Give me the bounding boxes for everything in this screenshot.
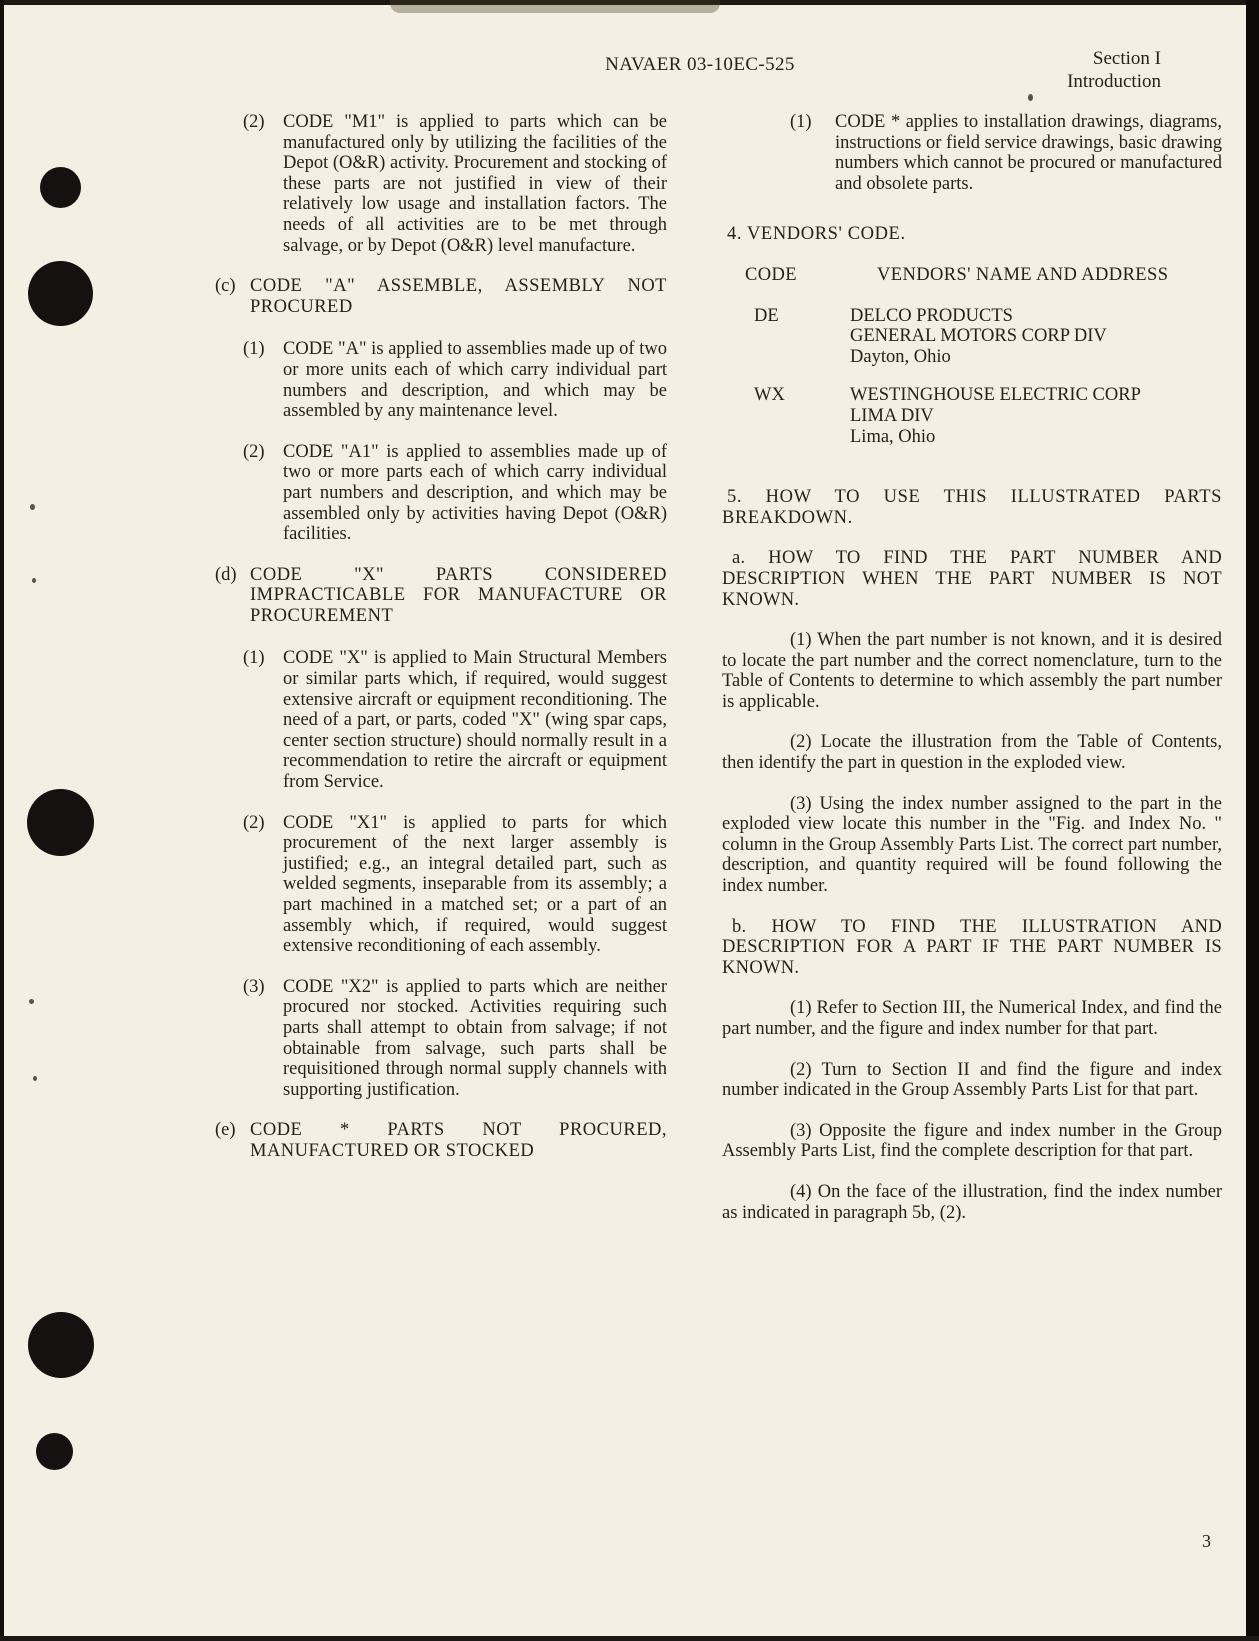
vendor-name-line: WESTINGHOUSE ELECTRIC CORP <box>850 385 1141 406</box>
vendor-name-line: GENERAL MOTORS CORP DIV <box>850 326 1107 347</box>
heading-marker: (c) <box>215 276 236 297</box>
section-subtitle: Introduction <box>1067 71 1161 92</box>
scan-speck <box>32 578 36 583</box>
paragraph-b1: (1) Refer to Section III, the Numerical Index, and find the part number, and the figure and index number for that part. <box>722 998 1222 1039</box>
paragraph-star <box>790 112 1222 194</box>
paragraph-m1 <box>243 112 667 256</box>
heading-text: CODE * PARTS NOT PROCURED, MANUFACTURED OR STOCKED <box>250 1120 667 1161</box>
heading-marker: (e) <box>215 1120 236 1141</box>
paragraph-b2: (2) Turn to Section II and find the figure and index number indicated in the Group Assembly Parts List for that part. <box>722 1059 1222 1101</box>
paragraph-text: CODE * applies to installation drawings, diagrams, instructions or field service drawings, basic drawing numbers which cannot be procured or manufactured and obsolete parts. <box>835 112 1222 194</box>
paragraph-a2: (2) Locate the illustration from the Table of Contents, then identify the part in question in the exploded view. <box>722 732 1222 774</box>
vendor-code: WX <box>754 385 785 406</box>
scan-smudge <box>390 0 720 13</box>
vendor-code: DE <box>754 305 779 326</box>
paragraph-a3: (3) Using the index number assigned to the part in the exploded view locate this number in the "Fig. and Index No. " column in the Group Assembly Parts List. The correct part number, description, and quantity required will be found following the index number. <box>722 793 1222 897</box>
vendors-table-header <box>722 265 1222 286</box>
heading-d <box>215 565 667 627</box>
section-label: Section I <box>1092 48 1161 69</box>
heading-text: CODE "A" ASSEMBLE, ASSEMBLY NOT PROCURED <box>250 276 667 317</box>
paragraph-marker: (3) <box>243 976 265 997</box>
paragraph-d1 <box>243 648 667 792</box>
heading-how-to-use: 5. HOW TO USE THIS ILLUSTRATED PARTS BREAKDOWN. <box>722 487 1222 528</box>
vendor-row <box>722 306 1222 368</box>
paragraph-b3: (3) Opposite the figure and index number in the Group Assembly Parts List, find the complete description for that part. <box>722 1120 1222 1162</box>
paragraph-b4: (4) On the face of the illustration, find the index number as indicated in paragraph 5b, (2). <box>722 1181 1222 1223</box>
vendors-table <box>722 265 1222 447</box>
paragraph-text: CODE "A" is applied to assemblies made up of two or more units each of which carry individual part numbers and description, and which may be assembled by any maintenance level. <box>283 339 667 422</box>
paragraph-marker: (2) <box>243 812 265 833</box>
vendors-name-column-header: VENDORS' NAME AND ADDRESS <box>877 264 1169 285</box>
punch-hole-mark <box>40 167 81 208</box>
scan-speck <box>33 1076 37 1081</box>
document-number: NAVAER 03-10EC-525 <box>605 54 795 75</box>
vendor-name-line: DELCO PRODUCTS <box>850 305 1013 326</box>
heading-marker: (d) <box>215 564 237 585</box>
vendor-name-line: Dayton, Ohio <box>850 346 951 367</box>
section-header <box>931 47 1161 93</box>
paragraph-c1 <box>243 339 667 421</box>
heading-e <box>215 1120 667 1161</box>
vendor-row <box>722 385 1222 447</box>
paragraph-text: CODE "M1" is applied to parts which can be manufactured only by utilizing the facilities of the Depot (O&R) activity. Procurement and stocking of these parts are not justified in view of their relatively low usage and installation factors. The needs of all activities are to be met through salvage, or by Depot (O&R) level manufacture. <box>283 112 667 256</box>
scan-speck <box>29 999 34 1004</box>
page-number: 3 <box>1202 1531 1211 1551</box>
vendors-code-column-header: CODE <box>745 264 797 285</box>
punch-hole-mark <box>27 789 94 856</box>
punch-hole-mark <box>28 1312 94 1378</box>
scan-edge-right <box>1246 0 1259 1641</box>
paragraph-a1: (1) When the part number is not known, and it is desired to locate the part number and the correct nomenclature, turn to the Table of Contents to determine to which assembly the part number is applicable. <box>722 630 1222 712</box>
heading-5a: a. HOW TO FIND THE PART NUMBER AND DESCRIPTION WHEN THE PART NUMBER IS NOT KNOWN. <box>722 548 1222 610</box>
left-column <box>215 112 667 1182</box>
heading-c <box>215 276 667 317</box>
scan-speck <box>1028 94 1033 101</box>
scan-edge-left <box>0 0 4 1641</box>
paragraph-marker: (2) <box>243 441 265 462</box>
vendor-name-line: Lima, Ohio <box>850 426 936 447</box>
paragraph-marker: (1) <box>243 648 265 669</box>
right-column <box>722 112 1222 1243</box>
paragraph-marker: (1) <box>790 112 812 132</box>
heading-5b: b. HOW TO FIND THE ILLUSTRATION AND DESCRIPTION FOR A PART IF THE PART NUMBER IS KNOWN. <box>722 916 1222 978</box>
heading-vendors-code: 4. VENDORS' CODE. <box>727 224 906 245</box>
scan-edge-bottom <box>0 1636 1259 1641</box>
paragraph-d3 <box>243 977 667 1101</box>
paragraph-marker: (1) <box>243 339 265 360</box>
vendor-name-line: LIMA DIV <box>850 405 934 426</box>
paragraph-text: CODE "X1" is applied to parts for which procurement of the next larger assembly is justified; e.g., an integral detailed part, such as welded segments, inseparable from its assembly; a part machined in a matched set; or a part of an assembly which, if required, would suggest extensive reconditioning of each assembly. <box>283 812 667 957</box>
punch-hole-mark <box>36 1433 73 1470</box>
paragraph-text: CODE "X2" is applied to parts which are neither procured nor stocked. Activities requiring such parts shall attempt to obtain from salvage; if not obtainable from salvage, such parts shall be requisitioned through normal supply channels with supporting justification. <box>283 976 667 1100</box>
paragraph-text: CODE "A1" is applied to assemblies made up of two or more parts each of which carry individual part numbers and description, and which may be assembled only by activities having Depot (O&R) facilities. <box>283 441 667 545</box>
paragraph-c2 <box>243 442 667 545</box>
paragraph-text: CODE "X" is applied to Main Structural Members or similar parts which, if required, would suggest extensive aircraft or equipment reconditioning. The need of a part, or parts, coded "X" (wing spar caps, center section structure) should normally result in a recommendation to retire the aircraft or equipment from Service. <box>283 648 667 793</box>
punch-hole-mark <box>28 261 93 326</box>
paragraph-marker: (2) <box>243 112 265 132</box>
scan-speck <box>30 504 35 510</box>
paragraph-d2 <box>243 813 667 957</box>
heading-text: CODE "X" PARTS CONSIDERED IMPRACTICABLE FOR MANUFACTURE OR PROCUREMENT <box>250 564 667 626</box>
